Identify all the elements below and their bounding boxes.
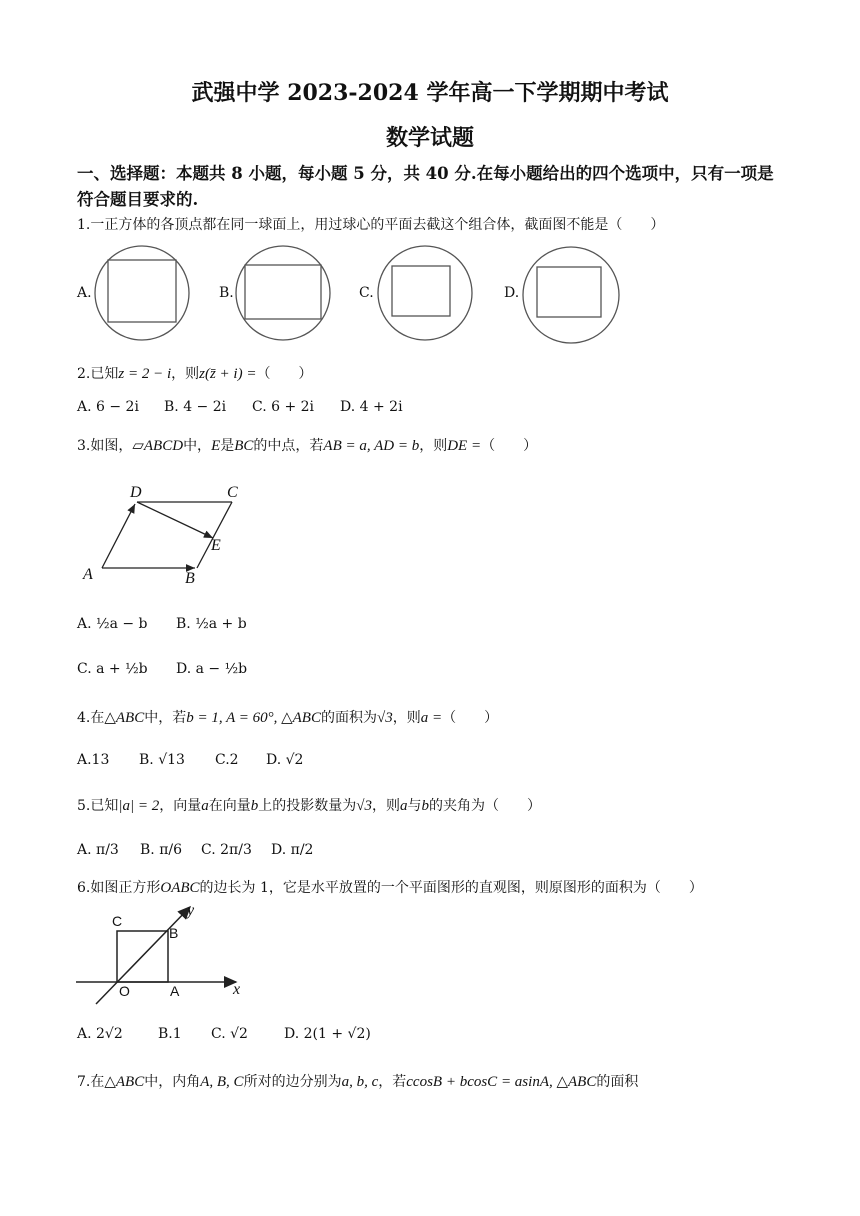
exam-subtitle: 数学试题 [385, 125, 474, 151]
q3-prefix: 3.如图， [77, 438, 133, 454]
q2-mid: ，则 [171, 366, 200, 382]
q6-option-c: C. √2 [211, 1026, 248, 1042]
q3-option-a: A. ½a − b [77, 616, 148, 632]
q1-option-b-label: B. [219, 285, 234, 301]
q4-area-value: √3 [376, 710, 393, 726]
q5-option-b: B. π/6 [140, 842, 183, 858]
question-2-stem [77, 363, 312, 383]
q2-prefix: 2.已知 [77, 366, 119, 382]
q5-mid5: 与 [407, 798, 422, 814]
q3-label-a: A [83, 566, 93, 583]
q6-option-a: A. 2√2 [77, 1026, 123, 1042]
q6-option-d: D. 2(1 + √2) [284, 1026, 371, 1042]
q6-label-c: C [112, 913, 123, 929]
q5-vector-b-2: b [421, 798, 429, 814]
q5-condition: |a| = 2 [118, 798, 160, 814]
q3-label-c: C [227, 484, 238, 501]
q3-mid4: ，则 [419, 438, 448, 454]
q7-mid3: ，若 [378, 1074, 407, 1090]
q1-option-c-figure [376, 244, 474, 342]
q6-label-a: A [170, 983, 180, 999]
q6-square-name: OABC [160, 880, 200, 896]
q5-mid3: 上的投影数量为 [258, 798, 357, 814]
q1-option-c-label: C. [359, 285, 374, 301]
q7-mid2: 所对的边分别为 [243, 1074, 342, 1090]
q2-expression: z(z̄ + i) = [199, 366, 257, 382]
q3-de: DE = [447, 438, 482, 454]
q3-label-b: B [185, 570, 195, 587]
q1-option-a-figure [93, 244, 191, 342]
q2-option-d: D. 4 + 2i [340, 399, 403, 415]
q7-suffix: 的面积 [596, 1074, 639, 1090]
q5-prefix: 5.已知 [77, 798, 119, 814]
exam-title: 武强中学 2023-2024 学年高一下学期期中考试 [191, 80, 669, 106]
q4-option-b: B. √13 [139, 752, 185, 768]
q4-condition: b = 1, A = 60°, △ABC [186, 710, 321, 726]
q7-mid1: 中，内角 [144, 1074, 201, 1090]
section-heading-line1: 一、选择题：本题共 8 小题，每小题 5 分，共 40 分.在每小题给出的四个选项中，只有一项是 [77, 164, 774, 183]
q5-mid1: ，向量 [159, 798, 202, 814]
q3-label-e: E [211, 537, 221, 554]
q5-mid2: 在向量 [208, 798, 251, 814]
q2-suffix: （ ） [256, 366, 313, 382]
q3-option-c: C. a + ½b [77, 661, 148, 677]
q4-a: a = [420, 710, 443, 726]
q3-condition: AB = a, AD = b [323, 438, 420, 454]
q5-mid4: ，则 [371, 798, 400, 814]
q6-label-o: O [119, 983, 130, 999]
q7-condition: ccosB + bcosC = asinA, △ABC [406, 1074, 597, 1090]
q3-option-b: B. ½a + b [176, 616, 247, 632]
q1-option-a-label: A. [77, 285, 92, 301]
question-3-stem [77, 435, 537, 455]
q3-suffix: （ ） [481, 438, 538, 454]
q4-suffix: （ ） [442, 710, 499, 726]
q4-triangle: △ABC [104, 710, 145, 726]
q3-point-e: E [211, 438, 221, 454]
question-4-stem [77, 707, 498, 727]
q2-option-b: B. 4 − 2i [164, 399, 227, 415]
q4-option-d: D. √2 [266, 752, 304, 768]
q3-label-d: D [130, 484, 142, 501]
section-heading-line2: 符合题目要求的. [77, 190, 199, 209]
q2-option-a: A. 6 − 2i [77, 399, 139, 415]
q4-option-c: C.2 [215, 752, 239, 768]
q4-mid1: 中，若 [144, 710, 187, 726]
q6-oblique-figure [76, 902, 251, 1010]
q7-sides: a, b, c [341, 1074, 379, 1090]
q6-prefix: 6.如图正方形 [77, 880, 161, 896]
q1-option-b-figure [234, 244, 332, 342]
q7-angles: A, B, C [200, 1074, 244, 1090]
q6-label-x: x [233, 981, 241, 998]
q3-option-d: D. a − ½b [176, 661, 248, 677]
q4-option-a: A.13 [77, 752, 110, 768]
question-5-stem [77, 795, 541, 815]
q3-parallelogram: ▱ABCD [132, 438, 184, 454]
q5-vector-a: a [201, 798, 209, 814]
q3-mid3: 的中点，若 [253, 438, 324, 454]
q6-label-y: y [187, 902, 195, 919]
q2-option-c: C. 6 + 2i [252, 399, 315, 415]
q3-mid2: 是 [220, 438, 235, 454]
q5-option-a: A. π/3 [77, 842, 119, 858]
question-1-stem: 1.一正方体的各顶点都在同一球面上，用过球心的平面去截这个组合体，截面图不能是（ ） [77, 217, 665, 233]
q6-suffix: 的边长为 1，它是水平放置的一个平面图形的直观图，则原图形的面积为（ ） [199, 880, 703, 896]
q6-option-b: B.1 [158, 1026, 182, 1042]
question-6-stem [77, 877, 703, 897]
q3-segment-bc: BC [234, 438, 254, 454]
q5-option-c: C. 2π/3 [201, 842, 252, 858]
q5-projection-value: √3 [356, 798, 372, 814]
q1-option-d-label: D. [504, 285, 520, 301]
q2-z-definition: z = 2 − i [118, 366, 172, 382]
q3-mid1: 中， [183, 438, 212, 454]
q5-suffix: 的夹角为（ ） [428, 798, 541, 814]
q4-mid2: 的面积为 [320, 710, 377, 726]
q6-label-b: B [169, 925, 179, 941]
q5-vector-a-2: a [399, 798, 408, 814]
q7-prefix: 7.在 [77, 1074, 105, 1090]
q3-parallelogram-figure [80, 482, 255, 588]
q4-prefix: 4.在 [77, 710, 105, 726]
q7-triangle: △ABC [104, 1074, 145, 1090]
question-7-stem [77, 1071, 638, 1091]
q5-vector-b: b [250, 798, 259, 814]
q1-option-d-figure [521, 245, 621, 345]
q5-option-d: D. π/2 [271, 842, 314, 858]
q4-mid3: ，则 [392, 710, 421, 726]
